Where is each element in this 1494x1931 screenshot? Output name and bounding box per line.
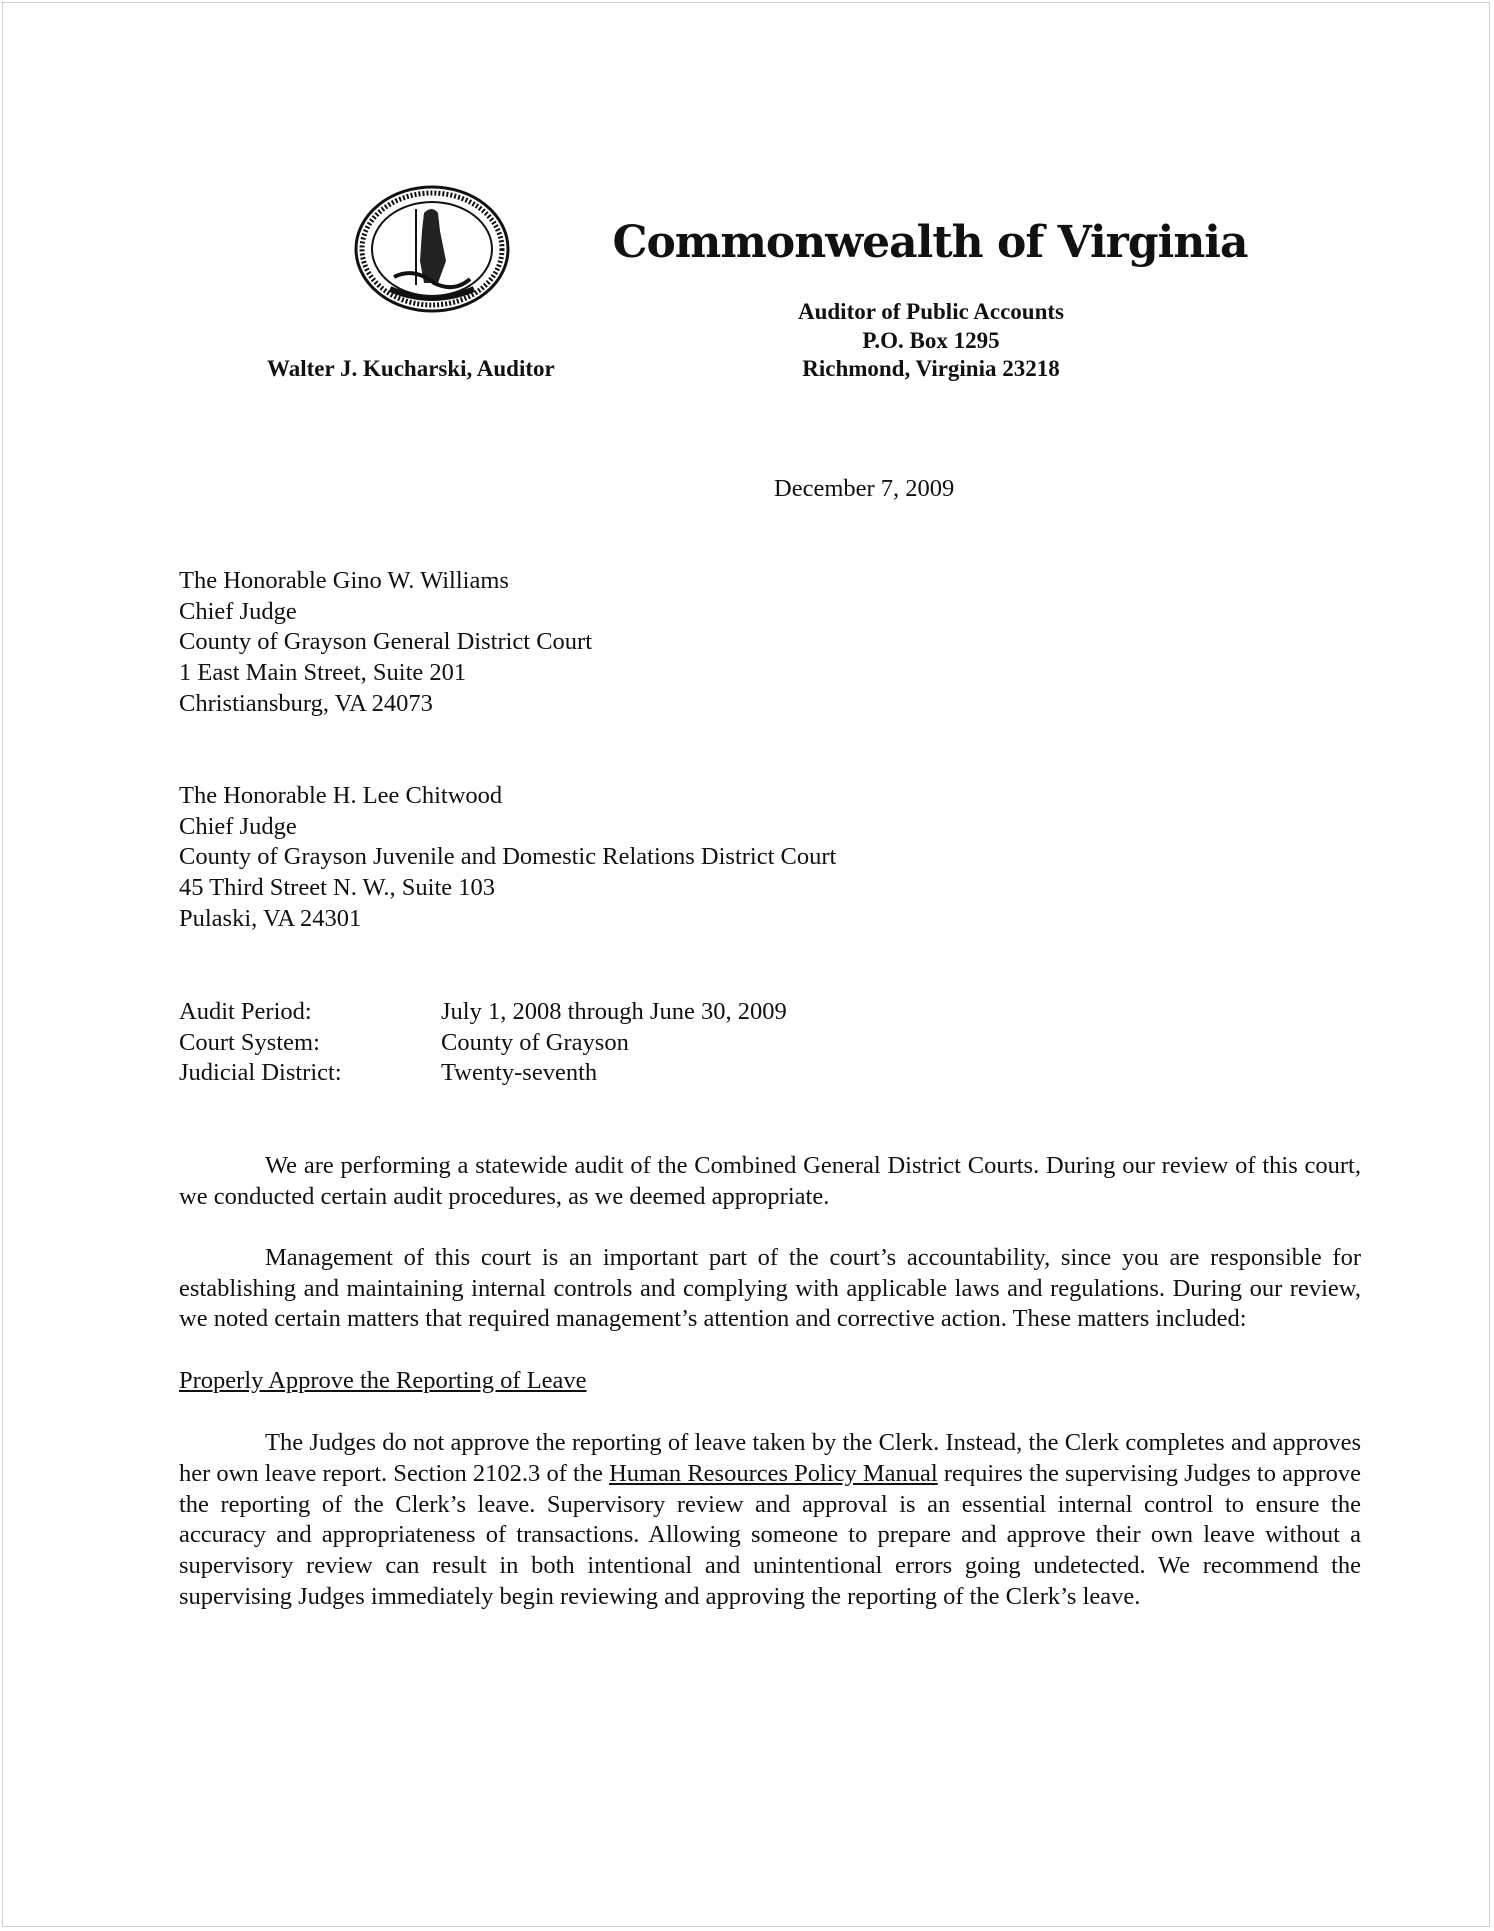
address-line: The Honorable Gino W. Williams (179, 566, 509, 594)
audit-info-row (179, 1058, 1361, 1089)
paragraph-intro (179, 1151, 1361, 1213)
letterhead-title: Commonwealth of Virginia (612, 217, 1248, 268)
audit-label: Audit Period: (179, 997, 312, 1025)
office-city: Richmond, Virginia 23218 (802, 356, 1060, 381)
address-line: Christiansburg, VA 24073 (179, 689, 433, 717)
audit-label: Judicial District: (179, 1059, 342, 1087)
audit-info-row (179, 1028, 1361, 1059)
recipient-address (179, 566, 1361, 720)
paragraph-text: Management of this court is an important part of the court’s accountability, since you are responsible for establishing and maintaining internal controls and complying with applicable laws and regulations. During our review, we noted certain matters that required management’s attention and corrective action. These matters included: (179, 1243, 1361, 1333)
address-line: Pulaski, VA 24301 (179, 904, 362, 932)
letterhead-address (700, 298, 1162, 384)
text-span: requires the supervising Judges to approve the reporting of the Clerk’s leave. Supervisory review and approval is an essential internal control to ensure the accuracy and appropriateness of transactions. Allowing someone to prepare and approve their own leave without a supervisory review can result in both intentional and unintentional errors going undetected. We recommend the supervising Judges immediately begin reviewing and approving the reporting of the Clerk’s leave. (179, 1459, 1361, 1610)
address-line: 1 East Main Street, Suite 201 (179, 659, 467, 687)
address-line: County of Grayson General District Court (179, 628, 593, 656)
policy-manual-reference: Human Resources Policy Manual (609, 1459, 938, 1487)
address-line: Chief Judge (179, 812, 297, 840)
paragraph-text: We are performing a statewide audit of the Combined General District Courts. During our review of this court, we conducted certain audit procedures, as we deemed appropriate. (179, 1152, 1361, 1210)
virginia-seal-logo (354, 185, 510, 313)
address-line: County of Grayson Juvenile and Domestic Relations District Court (179, 843, 837, 871)
section-heading: Properly Approve the Reporting of Leave (179, 1367, 587, 1395)
paragraph-management (179, 1243, 1361, 1335)
audit-info (179, 997, 1361, 1089)
address-line: Chief Judge (179, 597, 297, 625)
auditor-name: Walter J. Kucharski, Auditor (267, 356, 555, 381)
address-line: The Honorable H. Lee Chitwood (179, 781, 503, 809)
text-span: The Judges do not approve the reporting of leave taken by the Clerk. Instead, the Clerk completes and approves her own leave report. Section 2102.3 of the (179, 1428, 1361, 1487)
paragraph-text (179, 1428, 1361, 1613)
audit-value: Twenty-seventh (441, 1059, 598, 1087)
office-name: Auditor of Public Accounts (797, 299, 1065, 324)
audit-info-row (179, 997, 1361, 1028)
paragraph-finding (179, 1428, 1361, 1613)
audit-label: Court System: (179, 1028, 320, 1056)
recipient-address (179, 781, 1361, 935)
audit-value: County of Grayson (441, 1028, 629, 1056)
audit-value: July 1, 2008 through June 30, 2009 (441, 997, 787, 1025)
address-line: 45 Third Street N. W., Suite 103 (179, 874, 495, 902)
po-box: P.O. Box 1295 (862, 327, 1000, 353)
letter-body (179, 474, 1361, 1613)
letter-date: December 7, 2009 (774, 475, 955, 502)
